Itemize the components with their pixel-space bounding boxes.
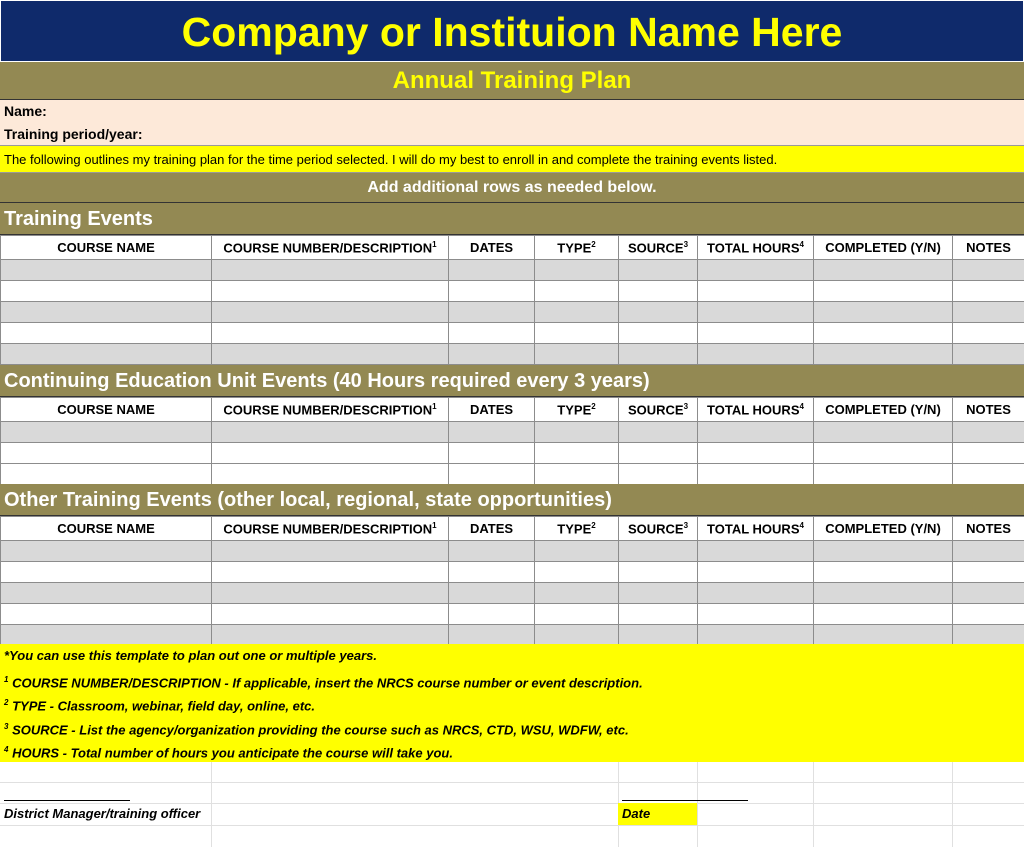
- section-title-other: Other Training Events (other local, regional, state opportunities): [0, 484, 1024, 516]
- cell[interactable]: [698, 604, 814, 625]
- col-dates: DATES: [449, 236, 535, 260]
- cell[interactable]: [1, 625, 212, 646]
- cell[interactable]: [698, 583, 814, 604]
- cell[interactable]: [535, 302, 619, 323]
- cell[interactable]: [698, 281, 814, 302]
- col-completed: COMPLETED (Y/N): [814, 398, 953, 422]
- cell[interactable]: [619, 604, 698, 625]
- name-label[interactable]: Name:: [4, 103, 47, 119]
- plan-title: Annual Training Plan: [0, 62, 1024, 100]
- ceu-events-table: [0, 397, 1024, 485]
- footnote-general: *You can use this template to plan out one or multiple years.: [4, 648, 377, 663]
- col-notes: NOTES: [953, 517, 1024, 541]
- cell[interactable]: [1, 281, 212, 302]
- col-total-hours: TOTAL HOURS$^4$: [698, 236, 814, 260]
- table-row: [1, 260, 1024, 281]
- col-course-number: COURSE NUMBER/DESCRIPTION$^1$: [212, 517, 449, 541]
- footnotes-block: [0, 644, 1024, 762]
- cell[interactable]: [953, 443, 1024, 464]
- cell[interactable]: [698, 323, 814, 344]
- cell[interactable]: [449, 260, 535, 281]
- cell[interactable]: [449, 323, 535, 344]
- col-total-hours: TOTAL HOURS$^4$: [698, 398, 814, 422]
- date-label: Date: [618, 803, 697, 825]
- cell[interactable]: [1, 302, 212, 323]
- cell[interactable]: [619, 323, 698, 344]
- cell[interactable]: [953, 541, 1024, 562]
- col-total-hours: TOTAL HOURS$^4$: [698, 517, 814, 541]
- cell[interactable]: [449, 281, 535, 302]
- cell[interactable]: [212, 281, 449, 302]
- cell[interactable]: [535, 583, 619, 604]
- cell[interactable]: [814, 323, 953, 344]
- cell[interactable]: [535, 344, 619, 365]
- cell[interactable]: [1, 604, 212, 625]
- col-notes: NOTES: [953, 398, 1024, 422]
- cell[interactable]: [619, 443, 698, 464]
- table-header-row: [1, 398, 1024, 422]
- cell[interactable]: [814, 604, 953, 625]
- cell[interactable]: [814, 260, 953, 281]
- manager-signature-line[interactable]: [4, 800, 130, 801]
- col-completed: COMPLETED (Y/N): [814, 517, 953, 541]
- col-source: SOURCE$^3$: [619, 236, 698, 260]
- cell[interactable]: [449, 562, 535, 583]
- cell[interactable]: [535, 422, 619, 443]
- cell[interactable]: [698, 464, 814, 485]
- cell[interactable]: [535, 443, 619, 464]
- cell[interactable]: [953, 422, 1024, 443]
- section-title-training: Training Events: [0, 203, 1024, 235]
- table-row: [1, 443, 1024, 464]
- cell[interactable]: [449, 344, 535, 365]
- cell[interactable]: [449, 625, 535, 646]
- footnote-1: $^1$ COURSE NUMBER/DESCRIPTION - If applicable, insert the NRCS course number or event description.: [4, 674, 643, 690]
- gridline: [211, 762, 212, 847]
- cell[interactable]: [449, 422, 535, 443]
- table-row: [1, 422, 1024, 443]
- cell[interactable]: [619, 562, 698, 583]
- cell[interactable]: [619, 625, 698, 646]
- cell[interactable]: [698, 260, 814, 281]
- section-title-ceu: Continuing Education Unit Events (40 Hours required every 3 years): [0, 365, 1024, 397]
- cell[interactable]: [535, 260, 619, 281]
- cell[interactable]: [698, 625, 814, 646]
- cell[interactable]: [1, 260, 212, 281]
- col-source: SOURCE$^3$: [619, 517, 698, 541]
- cell[interactable]: [698, 422, 814, 443]
- cell[interactable]: [449, 464, 535, 485]
- info-block: [0, 100, 1024, 146]
- cell[interactable]: [698, 541, 814, 562]
- cell[interactable]: [535, 464, 619, 485]
- cell[interactable]: [814, 464, 953, 485]
- cell[interactable]: [953, 625, 1024, 646]
- cell[interactable]: [619, 422, 698, 443]
- table-header-row: [1, 236, 1024, 260]
- cell[interactable]: [535, 625, 619, 646]
- cell[interactable]: [212, 625, 449, 646]
- table-row: [1, 302, 1024, 323]
- col-course-number: COURSE NUMBER/DESCRIPTION$^1$: [212, 236, 449, 260]
- add-rows-note: Add additional rows as needed below.: [0, 173, 1024, 203]
- cell[interactable]: [619, 281, 698, 302]
- col-dates: DATES: [449, 398, 535, 422]
- cell[interactable]: [953, 344, 1024, 365]
- cell[interactable]: [698, 302, 814, 323]
- outline-statement: The following outlines my training plan for the time period selected. I will do my best to enroll in and complete the training events listed.: [0, 146, 1024, 173]
- cell[interactable]: [1, 464, 212, 485]
- cell[interactable]: [449, 302, 535, 323]
- cell[interactable]: [814, 625, 953, 646]
- gridline: [697, 762, 698, 847]
- cell[interactable]: [814, 583, 953, 604]
- cell[interactable]: [1, 422, 212, 443]
- cell[interactable]: [953, 464, 1024, 485]
- cell[interactable]: [953, 604, 1024, 625]
- cell[interactable]: [619, 344, 698, 365]
- cell[interactable]: [698, 562, 814, 583]
- col-notes: NOTES: [953, 236, 1024, 260]
- table-row: [1, 562, 1024, 583]
- other-events-table: [0, 516, 1024, 646]
- gridline: [952, 762, 953, 847]
- table-row: [1, 625, 1024, 646]
- cell[interactable]: [212, 323, 449, 344]
- cell[interactable]: [212, 541, 449, 562]
- cell[interactable]: [449, 583, 535, 604]
- cell[interactable]: [212, 583, 449, 604]
- date-signature-line[interactable]: [622, 800, 748, 801]
- col-course-name: COURSE NAME: [1, 398, 212, 422]
- cell[interactable]: [698, 443, 814, 464]
- cell[interactable]: [212, 464, 449, 485]
- company-title: Company or Instituion Name Here: [0, 0, 1024, 62]
- table-row: [1, 541, 1024, 562]
- cell[interactable]: [449, 541, 535, 562]
- col-course-name: COURSE NAME: [1, 517, 212, 541]
- cell[interactable]: [619, 583, 698, 604]
- gridline: [0, 782, 1024, 783]
- col-type: TYPE$^2$: [535, 517, 619, 541]
- training-events-table: [0, 235, 1024, 365]
- cell[interactable]: [1, 583, 212, 604]
- cell[interactable]: [698, 344, 814, 365]
- col-type: TYPE$^2$: [535, 236, 619, 260]
- col-course-number: COURSE NUMBER/DESCRIPTION$^1$: [212, 398, 449, 422]
- cell[interactable]: [212, 344, 449, 365]
- col-completed: COMPLETED (Y/N): [814, 236, 953, 260]
- cell[interactable]: [449, 443, 535, 464]
- cell[interactable]: [953, 260, 1024, 281]
- col-course-name: COURSE NAME: [1, 236, 212, 260]
- table-row: [1, 344, 1024, 365]
- table-row: [1, 583, 1024, 604]
- cell[interactable]: [814, 541, 953, 562]
- cell[interactable]: [1, 541, 212, 562]
- manager-signature-label: District Manager/training officer: [4, 806, 201, 821]
- col-dates: DATES: [449, 517, 535, 541]
- cell[interactable]: [953, 562, 1024, 583]
- table-row: [1, 323, 1024, 344]
- cell[interactable]: [953, 281, 1024, 302]
- cell[interactable]: [814, 422, 953, 443]
- cell[interactable]: [1, 323, 212, 344]
- table-row: [1, 281, 1024, 302]
- cell[interactable]: [212, 302, 449, 323]
- cell[interactable]: [814, 443, 953, 464]
- cell[interactable]: [535, 604, 619, 625]
- cell[interactable]: [212, 260, 449, 281]
- table-row: [1, 464, 1024, 485]
- cell[interactable]: [619, 464, 698, 485]
- footnote-3: $^3$ SOURCE - List the agency/organization providing the course such as NRCS, CTD, WSU, WDFW, etc.: [4, 721, 629, 737]
- gridline: [0, 825, 1024, 826]
- table-row: [1, 604, 1024, 625]
- cell[interactable]: [953, 323, 1024, 344]
- cell[interactable]: [212, 443, 449, 464]
- cell[interactable]: [619, 260, 698, 281]
- footnote-4: $^4$ HOURS - Total number of hours you anticipate the course will take you.: [4, 745, 453, 761]
- cell[interactable]: [814, 562, 953, 583]
- col-source: SOURCE$^3$: [619, 398, 698, 422]
- cell[interactable]: [1, 443, 212, 464]
- cell[interactable]: [953, 302, 1024, 323]
- cell[interactable]: [212, 562, 449, 583]
- col-type: TYPE$^2$: [535, 398, 619, 422]
- cell[interactable]: [619, 302, 698, 323]
- cell[interactable]: [212, 604, 449, 625]
- cell[interactable]: [535, 323, 619, 344]
- gridline: [813, 762, 814, 847]
- cell[interactable]: [953, 583, 1024, 604]
- footnote-2: $^2$ TYPE - Classroom, webinar, field day, online, etc.: [4, 698, 316, 714]
- cell[interactable]: [814, 281, 953, 302]
- training-period-label[interactable]: Training period/year:: [4, 126, 143, 142]
- cell[interactable]: [535, 541, 619, 562]
- cell[interactable]: [619, 541, 698, 562]
- cell[interactable]: [212, 422, 449, 443]
- cell[interactable]: [449, 604, 535, 625]
- cell[interactable]: [535, 562, 619, 583]
- cell[interactable]: [1, 562, 212, 583]
- cell[interactable]: [814, 344, 953, 365]
- cell[interactable]: [1, 344, 212, 365]
- cell[interactable]: [535, 281, 619, 302]
- table-header-row: [1, 517, 1024, 541]
- cell[interactable]: [814, 302, 953, 323]
